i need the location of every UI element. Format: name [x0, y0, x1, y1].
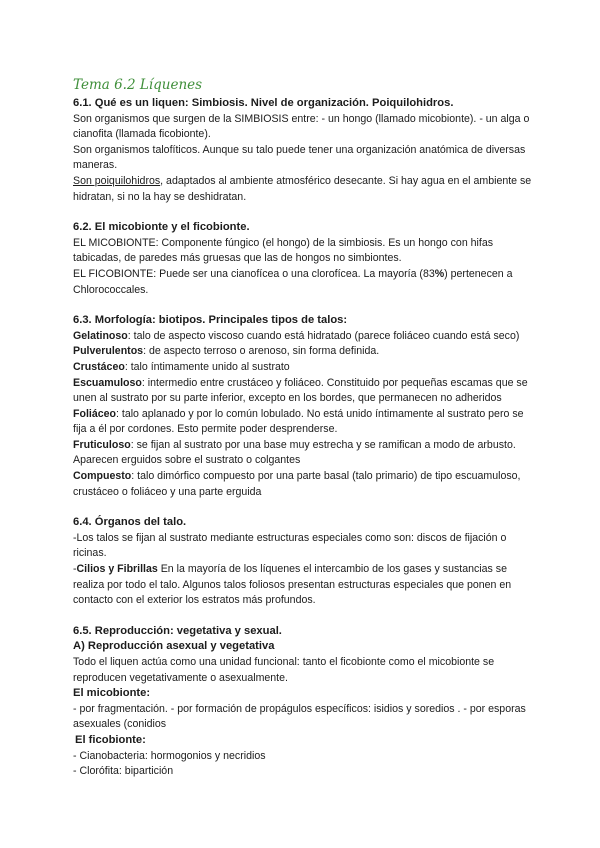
- paragraph: Son organismos que surgen de la SIMBIOSIS entre: - un hongo (llamado micobionte). - un alga o cianofita (llamada ficobionte).: [73, 112, 530, 141]
- dash: -: [73, 563, 77, 576]
- definition: : talo aplanado y por lo común lobulado. No está unido íntimamente al sustrato pero se fija a él por cordones. Esto permite poder desprenderse.: [73, 407, 524, 436]
- term: Pulverulentos: [73, 345, 144, 358]
- term: Cilios y Fibrillas: [76, 563, 158, 576]
- section-heading: 6.5. Reproducción: vegetativa y sexual.: [73, 624, 282, 637]
- term: Escuamuloso: [73, 376, 142, 389]
- percent-sign: %: [434, 267, 445, 280]
- definition: : talo de aspecto viscoso cuando está hidratado (parece foliáceo cuando está seco): [127, 329, 520, 342]
- section-heading: 6.1. Qué es un liquen: Simbiosis. Nivel de organización. Poiquilohidros.: [73, 97, 454, 109]
- list-item: [73, 360, 533, 376]
- subheading-micobionte: El micobionte:: [73, 687, 151, 700]
- list-item: [73, 344, 533, 360]
- definition: : de aspecto terroso o arenoso, sin forma definida.: [143, 345, 380, 358]
- subheading: A) Reproducción asexual y vegetativa: [73, 640, 275, 653]
- section-heading: 6.2. El micobionte y el ficobionte.: [73, 221, 250, 234]
- definition: : se fijan al sustrato por una base muy estrecha y se ramifican a modo de arbusto. Aparecen erguidos sobre el sustrato o colgantes: [73, 438, 516, 467]
- paragraph: Todo el liquen actúa como una unidad funcional: tanto el ficobionte como el micobionte se reproducen vegetativamente o asexualmente.: [73, 656, 495, 684]
- document-body: [73, 76, 533, 795]
- subheading-ficobionte: El ficobionte:: [75, 733, 146, 746]
- paragraph: -Los talos se fijan al sustrato mediante estructuras especiales como son: discos de fijación o ricinas.: [73, 531, 507, 560]
- paragraph: [73, 174, 533, 205]
- paragraph-text: EL FICOBIONTE: Puede ser una cianofícea o una clorofícea. La mayoría (83: [73, 267, 435, 280]
- list-item: [73, 407, 533, 438]
- paragraph: Son organismos talofíticos. Aunque su talo puede tener una organización anatómica de diversas maneras.: [73, 143, 526, 172]
- list-item: - Clorófita: bipartición: [73, 765, 174, 778]
- paragraph: [73, 562, 533, 609]
- section-6-2: [73, 220, 533, 298]
- term: Compuesto: [73, 470, 132, 483]
- section-heading: 6.3. Morfología: biotipos. Principales tipos de talos:: [73, 314, 348, 327]
- list-item: [73, 329, 533, 345]
- section-6-3: [73, 313, 533, 500]
- paragraph: EL MICOBIONTE: Componente fúngico (el hongo) de la simbiosis. Es un hongo con hifas tabicadas, de paredes más gruesas que las de hongos no simbiontes.: [73, 236, 494, 265]
- definition: : talo íntimamente unido al sustrato: [124, 360, 290, 373]
- term: Gelatinoso: [73, 329, 128, 342]
- definition: : intermedio entre crustáceo y foliáceo. Constituido por pequeñas escamas que se unen al sustrato por su parte inferior, excepto en los bordes, que permanecen no adheridos: [73, 376, 528, 405]
- list-item: - Cianobacteria: hormogonios y necridios: [73, 749, 266, 762]
- list-item: [73, 376, 533, 407]
- paragraph: [73, 267, 533, 298]
- section-6-4: [73, 515, 533, 609]
- definition: : talo dimórfico compuesto por una parte basal (talo primario) de tipo escuamuloso, crustáceo o foliáceo y una parte erguida: [73, 470, 521, 498]
- term: Foliáceo: [73, 407, 116, 420]
- paragraph-text: , adaptados al ambiente atmosférico desecante. Si hay agua en el ambiente se hidratan, si no la hay se deshidratan.: [73, 174, 532, 203]
- underlined-term: Son poiquilohidros: [73, 174, 161, 187]
- paragraph: - por fragmentación. - por formación de propágulos específicos: isidios y soredios . - por esporas asexuales (conidios: [73, 702, 526, 731]
- term: Crustáceo: [73, 360, 125, 373]
- section-heading: 6.4. Órganos del talo.: [73, 516, 187, 529]
- term: Fruticuloso: [73, 438, 131, 451]
- list-item: [73, 469, 533, 500]
- document-title: Tema 6.2 Líquenes: [73, 77, 203, 93]
- list-item: [73, 438, 533, 469]
- paragraph-text: ) pertenecen a Chlorococcales.: [73, 267, 513, 296]
- paragraph-text: En la mayoría de los líquenes el intercambio de los gases y sustancias se realiza por todo el talo. Algunos talos foliosos presentan estructuras especiales que ponen en contacto con el exterior los estratos más profundos.: [73, 563, 512, 607]
- section-6-5: [73, 624, 533, 780]
- section-6-1: [73, 96, 533, 205]
